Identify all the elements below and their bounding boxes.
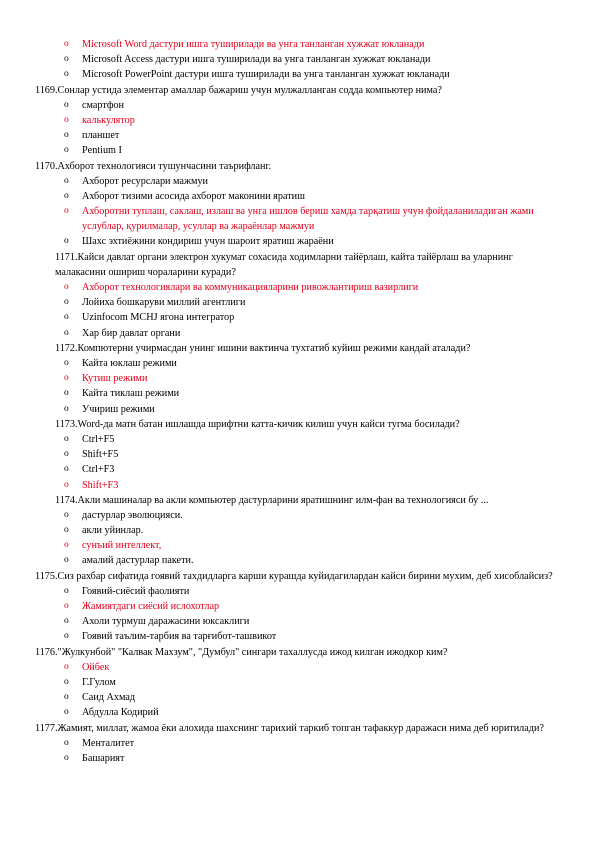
- answer-option-correct: [0, 280, 595, 295]
- bullet-icon: o: [64, 616, 69, 627]
- question-label: 1171.Кайси давлат органи электрон хукумат сохасида ходимларни тайёрлаш, кайта тайёрлаш ва уларнинг малакасини ошириш чораларини куради?: [55, 251, 513, 278]
- answer-option: [0, 705, 595, 720]
- bullet-icon: o: [64, 540, 69, 551]
- bullet-icon: o: [64, 282, 69, 293]
- answer-option: [0, 174, 595, 189]
- answer-option-correct: [0, 113, 595, 128]
- option-text: Ахборот тизими асосида ахборот маконини яратиш: [82, 190, 305, 202]
- bullet-icon: o: [64, 99, 69, 110]
- question-text: [0, 721, 595, 736]
- question-label: 1173.Word-да матн батан ишлашда шрифтни катта-кичик килиш учун кайси тугма босилади?: [55, 418, 460, 430]
- option-text: Microsoft Access дастури ишга туширилади ва унга танланган хужжат юкланади: [82, 54, 431, 66]
- answer-option: [0, 462, 595, 477]
- question-text: [0, 569, 595, 584]
- bullet-icon: o: [64, 737, 69, 748]
- answer-option: [0, 629, 595, 644]
- question-label: 1172.Компютерни учирмасдан унинг ишини вактинча тухтатиб куйиш режими кандай аталади?: [55, 342, 471, 354]
- option-text: акли уйинлар.: [82, 525, 144, 537]
- option-text: Кайта юклаш режими: [82, 358, 177, 369]
- question-text: [0, 341, 595, 356]
- answer-option: [0, 386, 595, 401]
- answer-option: [0, 326, 595, 341]
- answer-option: [0, 67, 595, 82]
- option-text: Шахс эхтиёжини кондириш учун шароит яратиш жараёни: [82, 236, 334, 248]
- option-text: Башарият: [82, 752, 125, 764]
- option-text: Ctrl+F5: [82, 433, 115, 445]
- option-text: Ойбек: [82, 661, 110, 673]
- answer-option: [0, 310, 595, 325]
- answer-option: [0, 751, 595, 766]
- answer-option: [0, 614, 595, 629]
- answer-option: [0, 98, 595, 113]
- bullet-icon: o: [64, 175, 69, 186]
- option-text: Лойиха бошкаруви миллий агентлиги: [82, 297, 246, 309]
- bullet-icon: o: [64, 555, 69, 566]
- answer-option-correct: [0, 204, 595, 234]
- bullet-icon: o: [64, 479, 69, 490]
- bullet-icon: o: [64, 752, 69, 763]
- question-text: [0, 250, 595, 280]
- question-label: 1176."Жулкунбой" "Калвак Махзум", "Думбул" сингари тахаллусда ижод килган ижодкор ким?: [35, 646, 448, 658]
- bullet-icon: o: [64, 601, 69, 612]
- question-label: 1177.Жамият, миллат, жамоа ёки алохида шахснинг тарихий таркиб топган тафаккур даражаси нима деб юритилади?: [35, 722, 544, 734]
- bullet-icon: o: [64, 312, 69, 323]
- option-text: Ахоли турмуш даражасини юксаклиги: [82, 616, 250, 628]
- answer-option: [0, 553, 595, 568]
- question-text: [0, 417, 595, 432]
- bullet-icon: o: [64, 631, 69, 642]
- answer-option: [0, 402, 595, 417]
- bullet-icon: o: [64, 464, 69, 475]
- bullet-icon: o: [64, 54, 69, 65]
- option-text: Учириш режими: [82, 403, 155, 415]
- question-text: [0, 493, 595, 508]
- option-text: Ахборотни туплаш, саклаш, излаш ва унга ишлов бериш хамда тарқатиш учун фойдаланиладиган жами услублар, қурилмалар, усуллар ва жараёнлар мажмуи: [82, 206, 534, 233]
- answer-option-correct: [0, 599, 595, 614]
- question-label: 1169.Сонлар устида элементар амаллар бажариш учун мулжалланган содда компьютер нима?: [35, 84, 442, 96]
- option-text: Shift+F5: [82, 449, 119, 461]
- bullet-icon: o: [64, 297, 69, 308]
- answer-option: [0, 234, 595, 249]
- option-text: планшет: [82, 130, 120, 142]
- bullet-icon: o: [64, 661, 69, 672]
- option-text: Саид Ахмад: [82, 692, 136, 704]
- bullet-icon: o: [64, 39, 69, 49]
- option-text: Г.Гулом: [82, 676, 116, 688]
- option-text: Абдулла Кодирий: [82, 707, 159, 719]
- bullet-icon: o: [64, 388, 69, 399]
- bullet-icon: o: [64, 676, 69, 687]
- answer-option-correct: [0, 371, 595, 386]
- answer-option-correct: [0, 478, 595, 493]
- answer-option: [0, 143, 595, 158]
- question-text: [0, 159, 595, 174]
- option-text: Гоявий-сиёсий фаолияти: [82, 585, 190, 597]
- bullet-icon: o: [64, 585, 69, 596]
- bullet-icon: o: [64, 206, 69, 217]
- option-text: Кайта тиклаш режими: [82, 388, 180, 400]
- option-text: амалий дастурлар пакети.: [82, 555, 194, 567]
- answer-option: [0, 736, 595, 751]
- option-text: дастурлар эволюцияси.: [82, 509, 183, 521]
- question-label: 1174.Акли машиналар ва акли компьютер дастурларини яратишнинг илм-фан ва технологияси бу ...: [55, 494, 489, 506]
- answer-option: [0, 128, 595, 143]
- option-text: Ctrl+F3: [82, 464, 115, 476]
- document-page: [0, 37, 595, 766]
- question-label: 1175.Сиз рахбар сифатида гоявий тахдидларга карши курашда куйидагилардан кайси бирини мухим, деб хисоблайсиз?: [35, 570, 553, 582]
- question-text: [0, 645, 595, 660]
- bullet-icon: o: [64, 509, 69, 520]
- bullet-icon: o: [64, 525, 69, 536]
- option-text: смартфон: [82, 99, 124, 111]
- option-text: Гоявий таълим-тарбия ва тарғибот-ташвикот: [82, 631, 277, 643]
- option-text: Pentium I: [82, 145, 122, 157]
- bullet-icon: o: [64, 236, 69, 247]
- bullet-icon: o: [64, 358, 69, 368]
- question-label: 1170.Ахборот технологияси тушунчасини таърифланг.: [35, 160, 272, 172]
- option-text: Ахборот ресурслари мажмуи: [82, 175, 208, 187]
- bullet-icon: o: [64, 449, 69, 460]
- option-text: Uzinfocom МСHJ ягона интегратор: [82, 312, 235, 324]
- bullet-icon: o: [64, 373, 69, 384]
- answer-option: [0, 52, 595, 67]
- answer-option: [0, 356, 595, 371]
- answer-option-correct: [0, 660, 595, 675]
- bullet-icon: o: [64, 403, 69, 414]
- option-text: Microsoft Word дастури ишга туширилади ва унга танланган хужжат юкланади: [82, 39, 425, 50]
- question-text: [0, 83, 595, 98]
- answer-option: [0, 690, 595, 705]
- bullet-icon: o: [64, 692, 69, 703]
- answer-option: [0, 523, 595, 538]
- answer-option-correct: [0, 37, 595, 52]
- option-text: Ахборот технологиялари ва коммуникацияларини ривожлантириш вазирлиги: [82, 282, 419, 294]
- bullet-icon: o: [64, 69, 69, 80]
- bullet-icon: o: [64, 130, 69, 141]
- option-text: Microsoft PowerPoint дастури ишга туширилади ва унга танланган хужжат юкланади: [82, 69, 450, 81]
- answer-option: [0, 447, 595, 462]
- option-text: Кутиш режими: [82, 373, 148, 385]
- answer-option-correct: [0, 538, 595, 553]
- answer-option: [0, 675, 595, 690]
- option-text: калькулятор: [82, 114, 135, 126]
- bullet-icon: o: [64, 707, 69, 718]
- answer-option: [0, 432, 595, 447]
- bullet-icon: o: [64, 190, 69, 201]
- option-text: Хар бир давлат органи: [82, 327, 181, 339]
- bullet-icon: o: [64, 327, 69, 338]
- option-text: Жамиятдаги сиёсий ислохотлар: [82, 601, 220, 613]
- answer-option: [0, 295, 595, 310]
- bullet-icon: o: [64, 145, 69, 156]
- bullet-icon: o: [64, 433, 69, 444]
- option-text: Shift+F3: [82, 479, 119, 491]
- bullet-icon: o: [64, 114, 69, 125]
- answer-option: [0, 584, 595, 599]
- answer-option: [0, 189, 595, 204]
- option-text: Менталитет: [82, 737, 135, 749]
- option-text: сунъий интеллект,: [82, 540, 162, 552]
- answer-option: [0, 508, 595, 523]
